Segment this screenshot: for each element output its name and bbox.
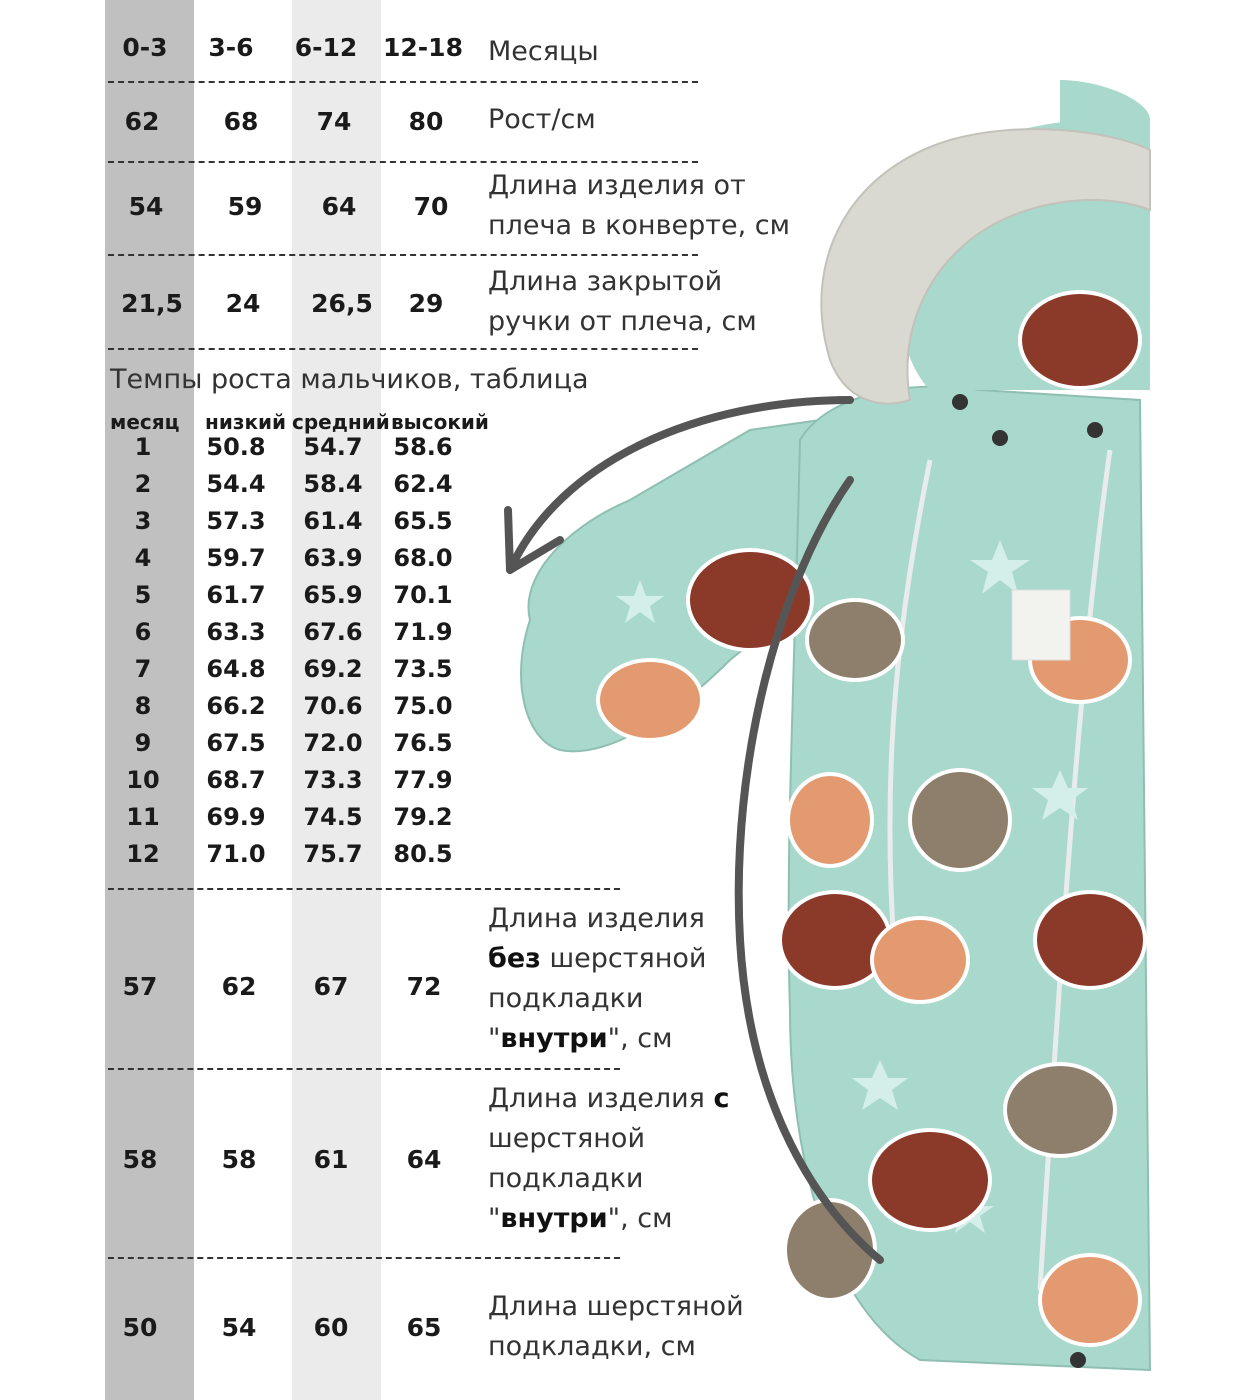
growth-cell: 70.1 bbox=[393, 581, 453, 609]
row-label: Длина изделия с шерстяной подкладки "внутри", см bbox=[488, 1083, 730, 1234]
cell: 6-12 bbox=[294, 33, 358, 62]
cell: 61 bbox=[313, 1145, 349, 1174]
growth-cell: 61.7 bbox=[206, 581, 266, 609]
row-label: Месяцы bbox=[488, 36, 599, 67]
cell: 70 bbox=[413, 192, 449, 221]
growth-cell: 2 bbox=[134, 470, 152, 498]
cell: 74 bbox=[316, 107, 352, 136]
row-label: Длина изделия без шерстяной подкладки "внутри", см bbox=[488, 903, 707, 1054]
growth-header: месяц bbox=[110, 410, 180, 434]
cell: 0-3 bbox=[122, 33, 168, 62]
growth-cell: 80.5 bbox=[393, 840, 453, 868]
growth-cell: 5 bbox=[134, 581, 152, 609]
growth-cell: 63.3 bbox=[206, 618, 266, 646]
cell: 64 bbox=[321, 192, 357, 221]
growth-cell: 4 bbox=[134, 544, 152, 572]
growth-cell: 68.7 bbox=[206, 766, 266, 794]
growth-cell: 75.0 bbox=[393, 692, 453, 720]
growth-cell: 9 bbox=[134, 729, 152, 757]
growth-cell: 77.9 bbox=[393, 766, 453, 794]
growth-cell: 3 bbox=[134, 507, 152, 535]
cell: 3-6 bbox=[208, 33, 254, 62]
row-label: Рост/см bbox=[488, 104, 596, 135]
cell: 64 bbox=[406, 1145, 442, 1174]
growth-cell: 74.5 bbox=[303, 803, 363, 831]
growth-cell: 59.7 bbox=[206, 544, 266, 572]
growth-cell: 68.0 bbox=[393, 544, 453, 572]
cell: 57 bbox=[122, 972, 158, 1001]
cell: 54 bbox=[128, 192, 164, 221]
growth-cell: 10 bbox=[126, 766, 160, 794]
growth-cell: 8 bbox=[134, 692, 152, 720]
growth-cell: 73.3 bbox=[303, 766, 363, 794]
cell: 58 bbox=[122, 1145, 158, 1174]
growth-cell: 7 bbox=[134, 655, 152, 683]
growth-cell: 71.0 bbox=[206, 840, 266, 868]
growth-cell: 66.2 bbox=[206, 692, 266, 720]
cell: 68 bbox=[223, 107, 259, 136]
growth-cell: 71.9 bbox=[393, 618, 453, 646]
growth-cell: 11 bbox=[126, 803, 160, 831]
cell: 58 bbox=[221, 1145, 257, 1174]
growth-cell: 6 bbox=[134, 618, 152, 646]
growth-cell: 72.0 bbox=[303, 729, 363, 757]
growth-cell: 57.3 bbox=[206, 507, 266, 535]
cell: 62 bbox=[221, 972, 257, 1001]
growth-cell: 64.8 bbox=[206, 655, 266, 683]
growth-cell: 79.2 bbox=[393, 803, 453, 831]
growth-cell: 12 bbox=[126, 840, 160, 868]
row-label: Длина шерстяной подкладки, см bbox=[488, 1291, 744, 1362]
growth-cell: 67.5 bbox=[206, 729, 266, 757]
growth-cell: 62.4 bbox=[393, 470, 453, 498]
growth-header: высокий bbox=[391, 410, 489, 434]
cell: 54 bbox=[221, 1313, 257, 1342]
cell: 60 bbox=[313, 1313, 349, 1342]
cell: 12-18 bbox=[383, 33, 463, 62]
cell: 26,5 bbox=[311, 289, 373, 318]
cell: 80 bbox=[408, 107, 444, 136]
cell: 24 bbox=[225, 289, 261, 318]
cell: 67 bbox=[313, 972, 349, 1001]
growth-cell: 75.7 bbox=[303, 840, 363, 868]
growth-cell: 76.5 bbox=[393, 729, 453, 757]
growth-cell: 54.4 bbox=[206, 470, 266, 498]
cell: 21,5 bbox=[121, 289, 183, 318]
growth-cell: 67.6 bbox=[303, 618, 363, 646]
growth-cell: 69.9 bbox=[206, 803, 266, 831]
cell: 65 bbox=[406, 1313, 442, 1342]
cell: 62 bbox=[124, 107, 160, 136]
cell: 29 bbox=[408, 289, 444, 318]
growth-cell: 69.2 bbox=[303, 655, 363, 683]
growth-cell: 63.9 bbox=[303, 544, 363, 572]
growth-cell: 73.5 bbox=[393, 655, 453, 683]
growth-cell: 65.9 bbox=[303, 581, 363, 609]
cell: 50 bbox=[122, 1313, 158, 1342]
growth-header: средний bbox=[292, 410, 390, 434]
growth-cell: 61.4 bbox=[303, 507, 363, 535]
cell: 72 bbox=[406, 972, 442, 1001]
snowsuit-illustration bbox=[500, 60, 1160, 1400]
row-label: Длина изделия от плеча в конверте, см bbox=[488, 170, 790, 241]
growth-cell: 50.8 bbox=[206, 433, 266, 461]
row-label: Длина закрытой ручки от плеча, см bbox=[488, 266, 757, 337]
growth-cell: 70.6 bbox=[303, 692, 363, 720]
growth-cell: 58.6 bbox=[393, 433, 453, 461]
growth-header: низкий bbox=[205, 410, 287, 434]
growth-cell: 54.7 bbox=[303, 433, 363, 461]
growth-cell: 1 bbox=[134, 433, 152, 461]
cell: 59 bbox=[227, 192, 263, 221]
growth-title: Темпы роста мальчиков, таблица bbox=[110, 364, 589, 395]
growth-cell: 65.5 bbox=[393, 507, 453, 535]
growth-cell: 58.4 bbox=[303, 470, 363, 498]
